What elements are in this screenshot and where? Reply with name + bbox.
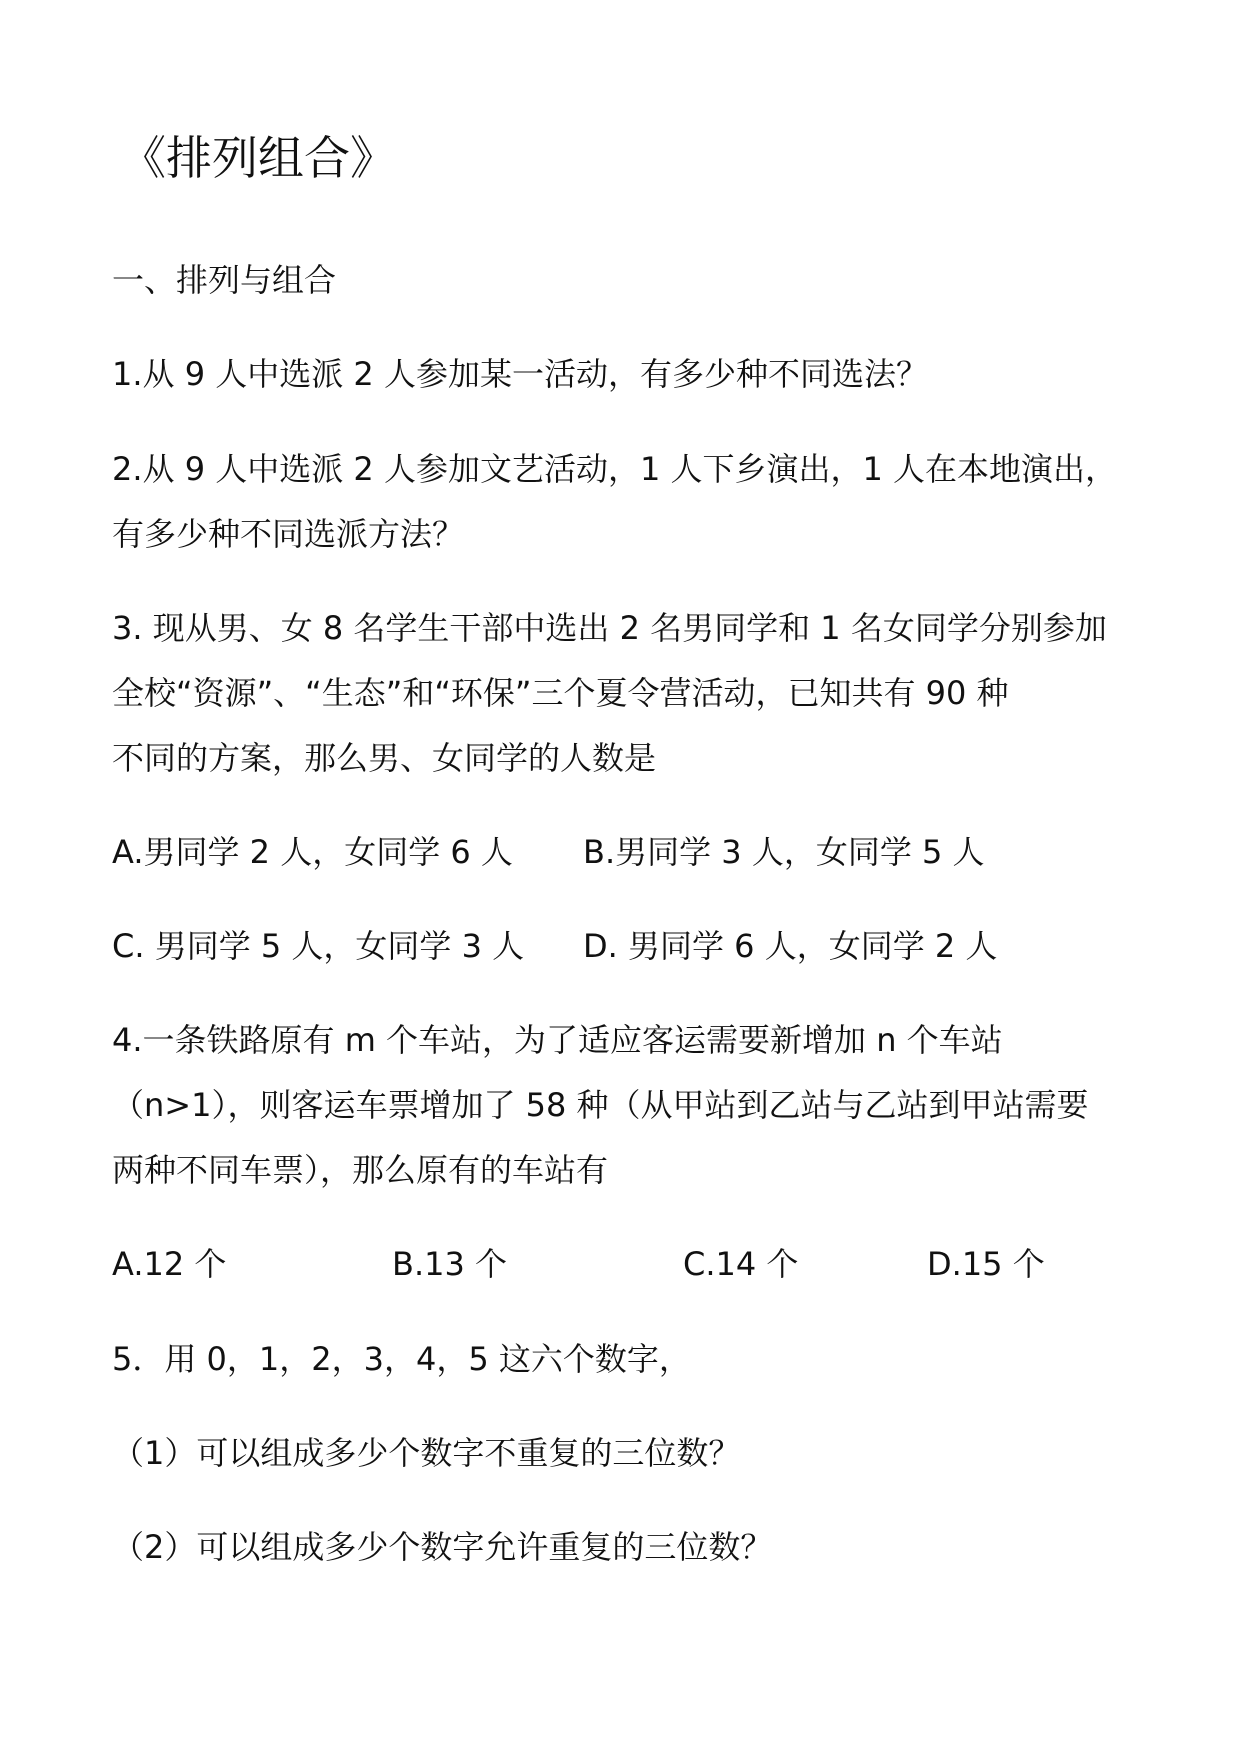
question-4-line-3: 两种不同车票），那么原有的车站有 (112, 1151, 609, 1189)
section-heading: 一、排列与组合 (112, 261, 337, 299)
question-3-option-b: B.男同学 3 人，女同学 5 人 (583, 833, 985, 871)
question-4-option-c: C.14 个 (683, 1245, 799, 1283)
question-4-option-a: A.12 个 (112, 1245, 227, 1283)
question-3-option-d: D. 男同学 6 人，女同学 2 人 (583, 927, 998, 965)
question-4-line-2: （n>1），则客运车票增加了 58 种（从甲站到乙站与乙站到甲站需要 (112, 1086, 1089, 1124)
question-4-option-b: B.13 个 (392, 1245, 508, 1283)
question-3-option-c: C. 男同学 5 人，女同学 3 人 (112, 927, 525, 965)
question-5-part-2: （2）可以组成多少个数字允许重复的三位数？ (112, 1528, 773, 1566)
question-3-line-3: 不同的方案，那么男、女同学的人数是 (112, 739, 657, 777)
question-4-line-1: 4.一条铁路原有 m 个车站，为了适应客运需要新增加 n 个车站 (112, 1021, 1003, 1059)
question-5-part-1: （1）可以组成多少个数字不重复的三位数？ (112, 1434, 741, 1472)
question-1: 1.从 9 人中选派 2 人参加某一活动，有多少种不同选法？ (112, 355, 928, 393)
question-4-option-d: D.15 个 (927, 1245, 1045, 1283)
page-title: 《排列组合》 (120, 131, 396, 185)
question-3-line-1: 3. 现从男、女 8 名学生干部中选出 2 名男同学和 1 名女同学分别参加 (112, 609, 1107, 647)
question-3-option-a: A.男同学 2 人，女同学 6 人 (112, 833, 513, 871)
question-2-line-1: 2.从 9 人中选派 2 人参加文艺活动，1 人下乡演出，1 人在本地演出， (112, 450, 1118, 488)
question-2-line-2: 有多少种不同选派方法？ (112, 515, 465, 553)
question-3-line-2: 全校“资源”、“生态”和“环保”三个夏令营活动，已知共有 90 种 (112, 674, 1009, 712)
question-5-stem: 5．用 0，1，2，3，4，5 这六个数字， (112, 1340, 691, 1378)
